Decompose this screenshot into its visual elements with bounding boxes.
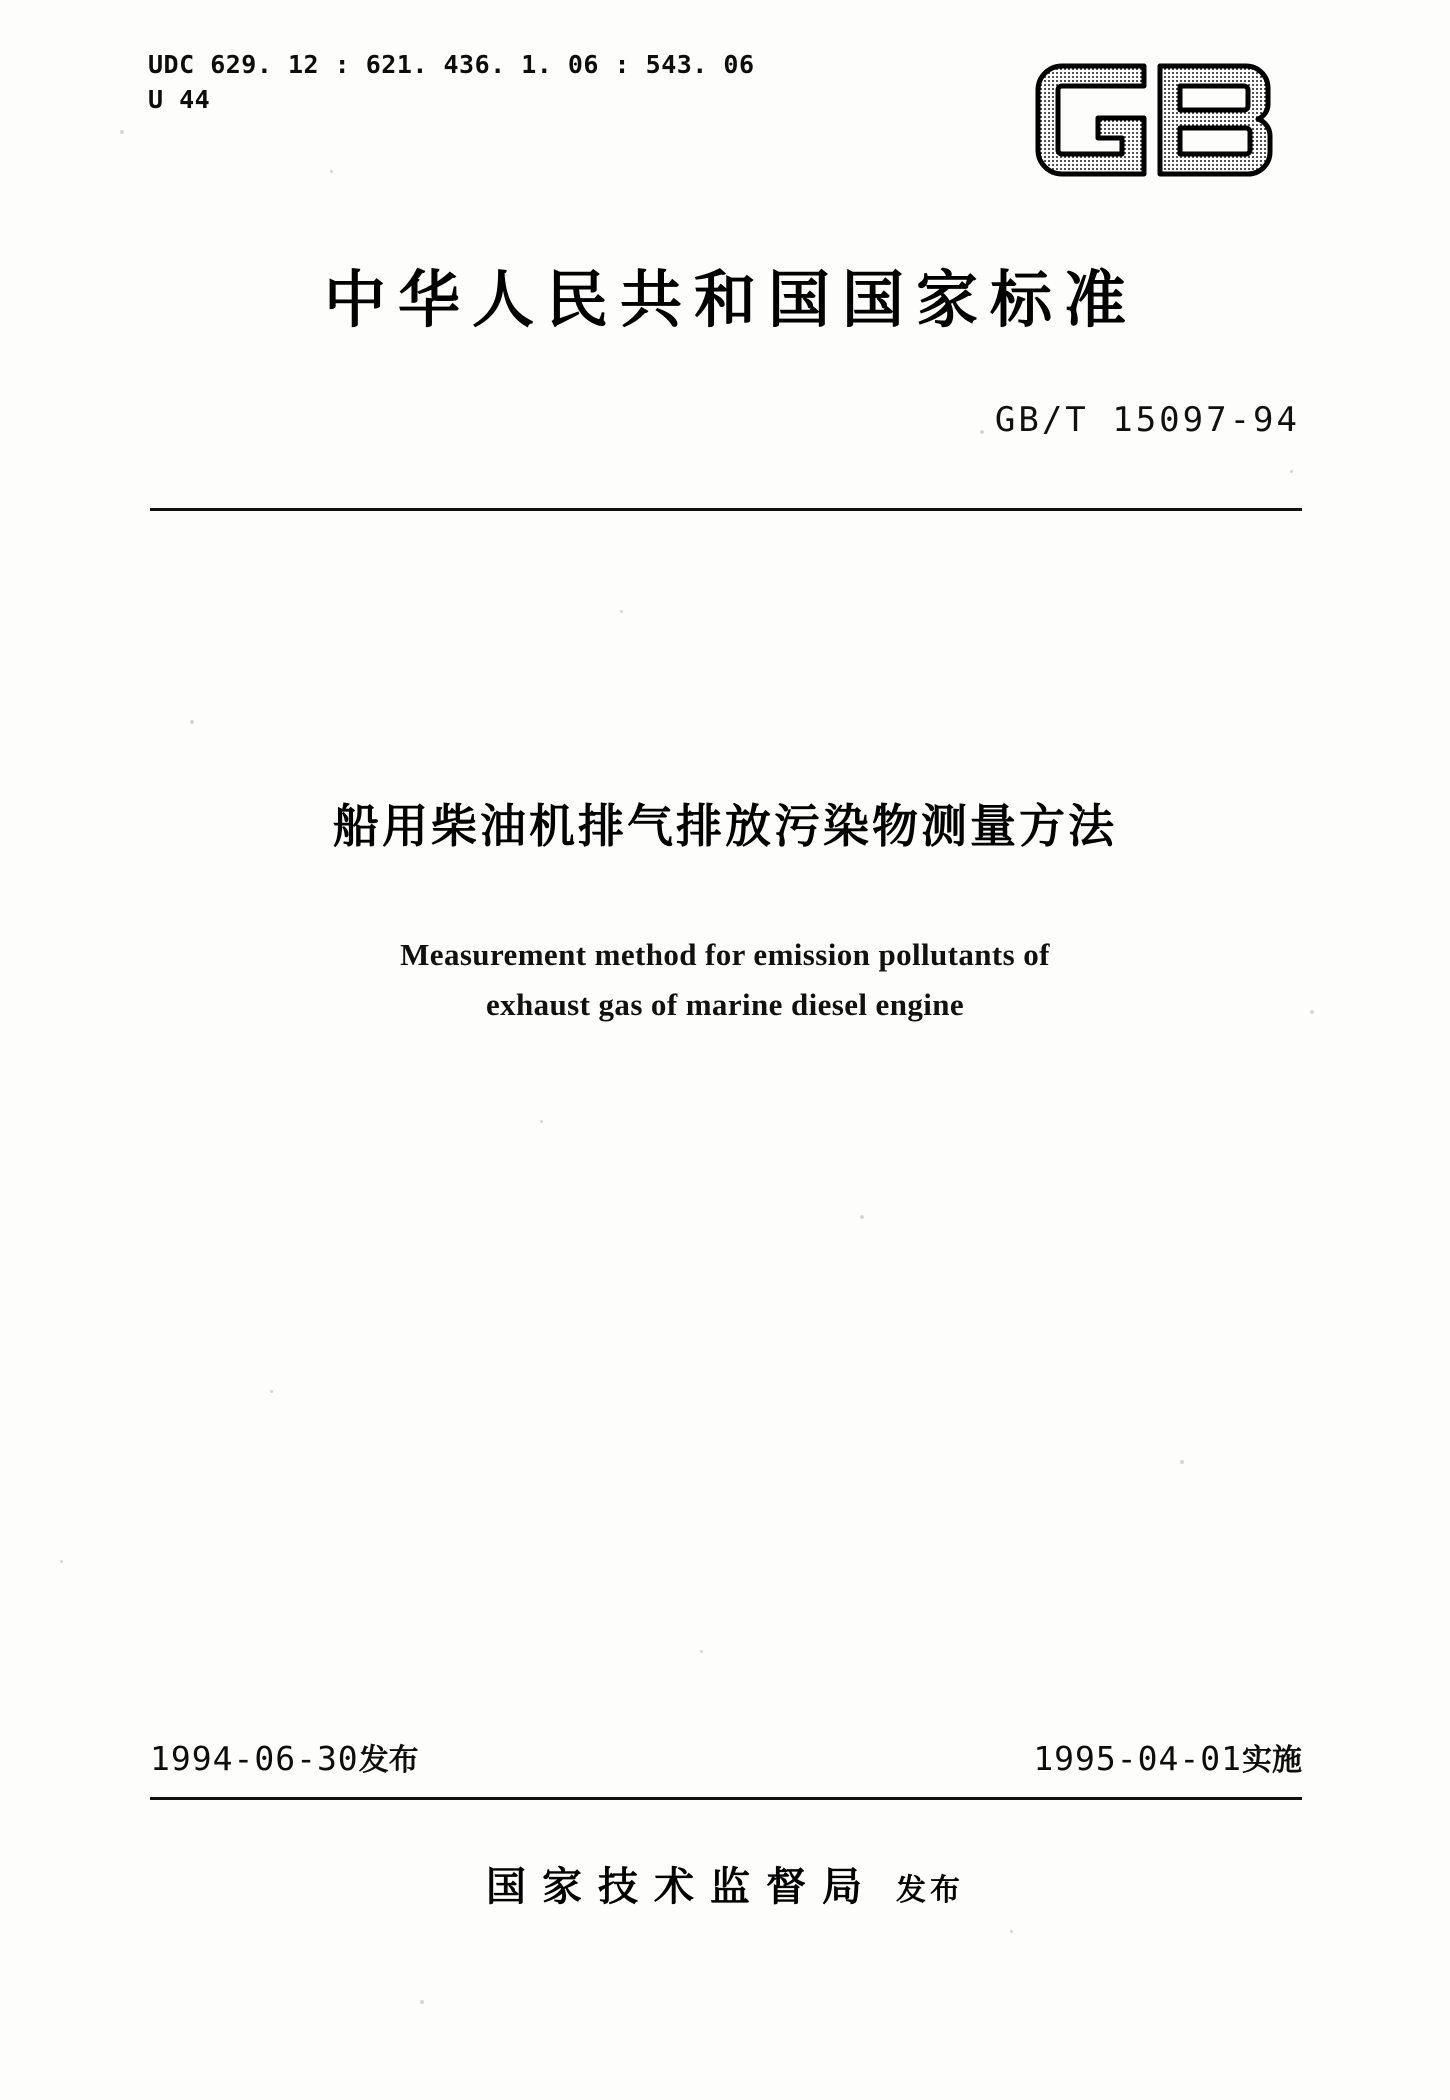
paper-speckle xyxy=(60,1560,63,1563)
publisher-block xyxy=(0,1855,1450,1912)
issue-date-value: 1994-06-30 xyxy=(150,1739,359,1778)
udc-classification-block xyxy=(148,48,755,117)
paper-speckle xyxy=(120,130,124,134)
paper-speckle xyxy=(540,1120,543,1123)
paper-speckle xyxy=(330,170,333,173)
issue-date-label: 发布 xyxy=(358,1743,419,1778)
document-title-english xyxy=(0,930,1450,1030)
header-divider xyxy=(150,508,1302,511)
national-standard-title: 中华人民共和国国家标准 xyxy=(323,263,1138,336)
udc-line-2: U 44 xyxy=(148,84,211,114)
paper-speckle xyxy=(420,2000,424,2004)
paper-speckle xyxy=(1010,1930,1013,1933)
paper-speckle xyxy=(1290,470,1293,473)
document-title-english-line-2: exhaust gas of marine diesel engine xyxy=(485,987,965,1023)
issue-date xyxy=(150,1735,419,1779)
paper-speckle xyxy=(860,1215,864,1219)
document-title-chinese: 船用柴油机排气排放污染物测量方法 xyxy=(333,799,1117,853)
paper-speckle xyxy=(1180,1460,1184,1464)
effective-date-label: 实施 xyxy=(1242,1743,1302,1778)
document-title-english-line-1: Measurement method for emission pollutants of xyxy=(400,937,1050,972)
paper-speckle xyxy=(700,1650,703,1653)
standard-number: GB/T 15097-94 xyxy=(994,400,1300,440)
gb-logo-icon xyxy=(1032,60,1292,180)
paper-speckle xyxy=(270,1390,273,1393)
effective-date-value: 1995-04-01 xyxy=(1033,1739,1242,1778)
publisher-organization: 国家技术监督局 xyxy=(486,1864,878,1910)
udc-line-1: UDC 629. 12 : 621. 436. 1. 06 : 543. 06 xyxy=(148,50,755,79)
paper-speckle xyxy=(980,430,984,434)
publisher-verb: 发布 xyxy=(896,1873,964,1908)
paper-speckle xyxy=(620,610,623,613)
footer-divider xyxy=(150,1797,1302,1800)
effective-date xyxy=(1033,1735,1302,1779)
paper-speckle xyxy=(190,720,194,724)
